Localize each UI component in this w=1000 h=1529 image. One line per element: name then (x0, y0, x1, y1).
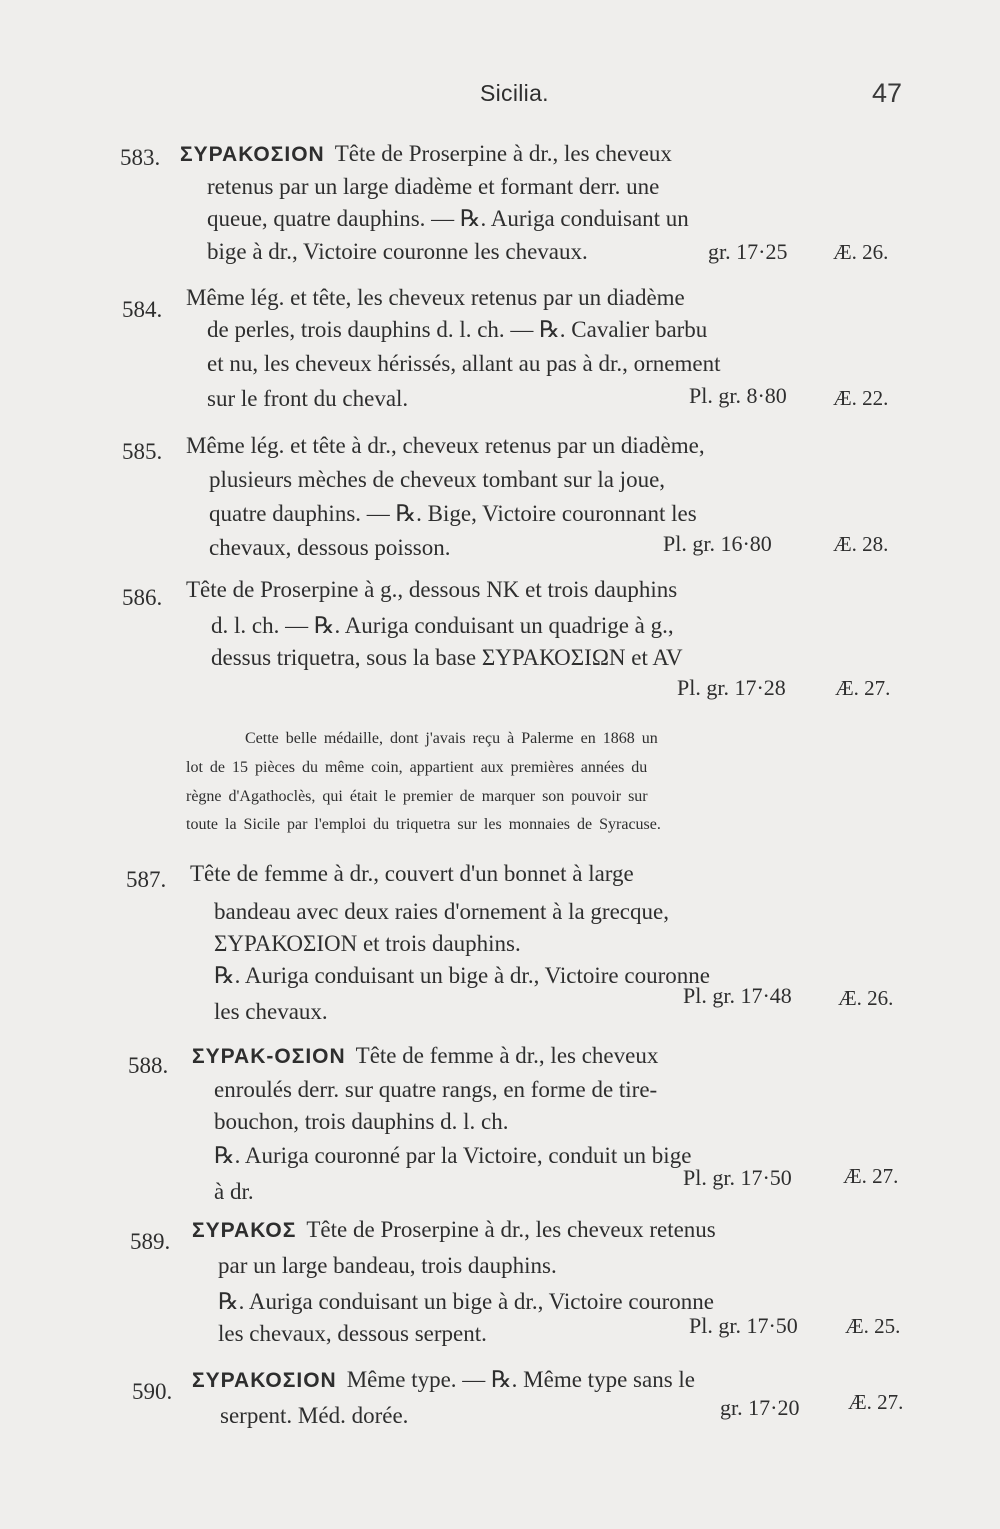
entry-number: 585. (122, 439, 163, 464)
entry-line: plusieurs mèches de cheveux tombant sur la joue, (209, 467, 666, 492)
entry-metal-size: Æ. 27. (835, 676, 891, 700)
entry-line: Même lég. et tête à dr., cheveux retenus par un diadème, (186, 433, 705, 458)
entry-text: Tête de Proserpine à dr., les cheveux (334, 141, 672, 166)
entry-metal-size: Æ. 26. (833, 240, 889, 264)
entry-line: ΣΥΡΑΚΟΣΙΟΝ et trois dauphins. (214, 931, 521, 956)
entry-line: les chevaux. (214, 999, 328, 1024)
entry-metal-size: Æ. 28. (833, 532, 889, 556)
entry-text: Tête de femme à dr., les cheveux (355, 1043, 659, 1068)
entry-line (180, 138, 672, 170)
entry-weight: Pl. gr. 17·48 (683, 983, 792, 1008)
entry-metal-size: Æ. 27. (843, 1164, 899, 1188)
entry-line: serpent. Méd. dorée. (220, 1403, 409, 1428)
entry-weight: Pl. gr. 17·50 (689, 1313, 798, 1338)
entry-number: 583. (120, 145, 161, 170)
entry-weight: Pl. gr. 17·50 (683, 1165, 792, 1190)
entry-number: 584. (122, 297, 163, 322)
entry-weight: Pl. gr. 17·28 (677, 675, 786, 700)
entry-metal-size: Æ. 25. (845, 1314, 901, 1338)
entry-line: quatre dauphins. — ℞. Bige, Victoire couronnant les (209, 501, 697, 526)
entry-text: Tête de Proserpine à dr., les cheveux retenus (306, 1217, 716, 1242)
note-line: lot de 15 pièces du même coin, appartient aux premières années du (186, 759, 648, 776)
coin-legend: ΣΥΡΑΚ-ΟΣΙΟΝ (192, 1045, 346, 1068)
running-title: Sicilia. (480, 80, 549, 106)
entry-metal-size: Æ. 27. (848, 1390, 904, 1414)
entry-line: par un large bandeau, trois dauphins. (218, 1253, 557, 1278)
entry-line: bouchon, trois dauphins d. l. ch. (214, 1109, 509, 1134)
entry-metal-size: Æ. 26. (838, 986, 894, 1010)
entry-text: Même type. — ℞. Même type sans le (346, 1367, 695, 1392)
coin-legend: ΣΥΡΑΚΟΣΙΟΝ (192, 1369, 337, 1392)
entry-line: bandeau avec deux raies d'ornement à la grecque, (214, 899, 669, 924)
entry-line: retenus par un large diadème et formant derr. une (207, 174, 660, 199)
page-header (0, 76, 1000, 116)
entry-weight: Pl. gr. 8·80 (689, 383, 787, 408)
entry-weight: gr. 17·25 (708, 239, 788, 264)
entry-line: bige à dr., Victoire couronne les chevaux. (207, 239, 588, 264)
entry-line: dessus triquetra, sous la base ΣΥΡΑΚΟΣΙΩΝ et AV (211, 645, 683, 670)
entry-line: et nu, les cheveux hérissés, allant au pas à dr., ornement (207, 351, 721, 376)
entry-line: sur le front du cheval. (207, 386, 409, 411)
page-number: 47 (872, 78, 903, 108)
entry-line: Tête de femme à dr., couvert d'un bonnet à large (190, 861, 634, 886)
entry-line (192, 1364, 695, 1396)
entry-line: de perles, trois dauphins d. l. ch. — ℞. Cavalier barbu (207, 317, 708, 342)
entry-number: 586. (122, 585, 163, 610)
entry-number: 588. (128, 1053, 169, 1078)
entry-weight: gr. 17·20 (720, 1395, 800, 1420)
coin-legend: ΣΥΡΑΚΟΣΙΟΝ (180, 143, 325, 166)
entry-line: queue, quatre dauphins. — ℞. Auriga conduisant un (207, 206, 689, 231)
entry-line: Tête de Proserpine à g., dessous NK et trois dauphins (186, 577, 678, 602)
note-line: règne d'Agathoclès, qui était le premier de marquer son pouvoir sur (186, 788, 648, 805)
entry-line: à dr. (214, 1179, 254, 1204)
entry-line: ℞. Auriga conduisant un bige à dr., Victoire couronne (214, 963, 710, 988)
entry-number: 589. (130, 1229, 171, 1254)
entry-weight: Pl. gr. 16·80 (663, 531, 772, 556)
coin-legend: ΣΥΡΑΚΟΣ (192, 1219, 297, 1242)
entry-line: ℞. Auriga conduisant un bige à dr., Victoire couronne (218, 1289, 714, 1314)
entry-metal-size: Æ. 22. (833, 386, 889, 410)
entry-line (192, 1040, 658, 1072)
entry-line: Même lég. et tête, les cheveux retenus par un diadème (186, 285, 685, 310)
note-line: Cette belle médaille, dont j'avais reçu à Palerme en 1868 un (245, 730, 658, 747)
entry-line: ℞. Auriga couronné par la Victoire, conduit un bige (214, 1143, 692, 1168)
entry-line: enroulés derr. sur quatre rangs, en forme de tire- (214, 1077, 658, 1102)
entry-line: d. l. ch. — ℞. Auriga conduisant un quadrige à g., (211, 613, 674, 638)
note-line: toute la Sicile par l'emploi du triquetra sur les monnaies de Syracuse. (186, 816, 661, 833)
entry-line (192, 1214, 716, 1246)
entry-number: 587. (126, 867, 167, 892)
entry-line: les chevaux, dessous serpent. (218, 1321, 487, 1346)
entry-number: 590. (132, 1379, 173, 1404)
entry-line: chevaux, dessous poisson. (209, 535, 451, 560)
